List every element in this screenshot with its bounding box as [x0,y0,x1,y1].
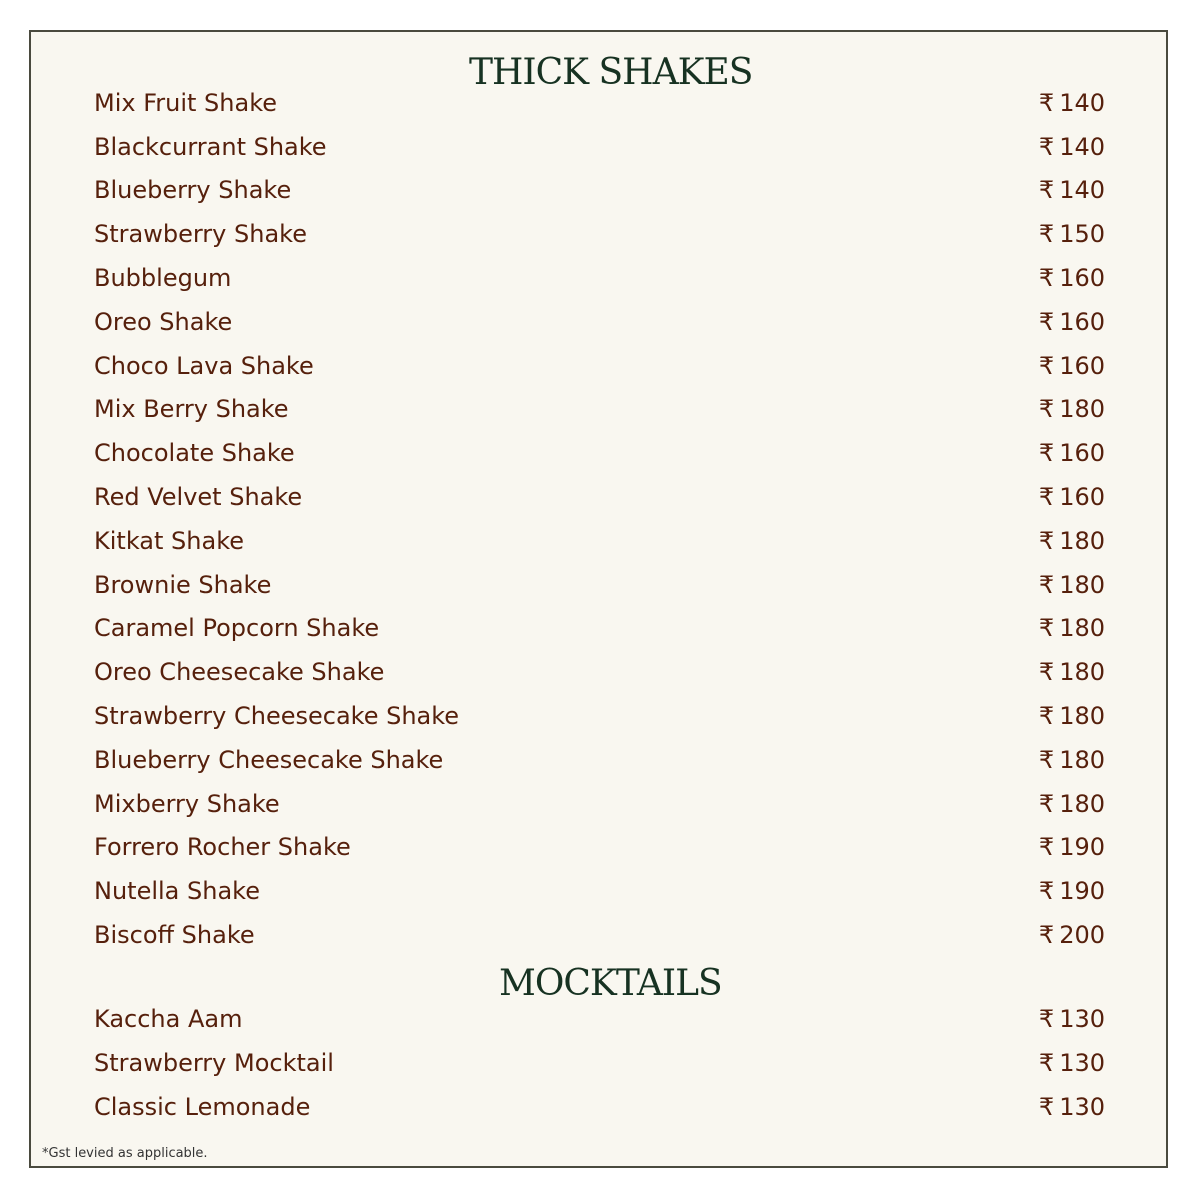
item-price [1039,395,1105,423]
price-value: 180 [1059,570,1105,599]
mocktails-list [94,997,1105,1129]
price-value: 140 [1059,88,1105,117]
item-price [1039,1049,1105,1077]
price-value: 160 [1059,483,1105,512]
item-price [1039,89,1105,117]
menu-item [94,212,1105,256]
item-price [1039,571,1105,599]
rupee-icon: ₹ [1038,921,1055,950]
rupee-icon: ₹ [1038,833,1055,862]
item-name: Biscoff Shake [94,921,255,950]
price-value: 140 [1059,176,1105,205]
rupee-icon: ₹ [1038,439,1055,468]
menu-item [94,782,1105,826]
menu-item [94,607,1105,651]
item-name: Classic Lemonade [94,1093,311,1121]
item-price [1039,833,1105,861]
rupee-icon: ₹ [1038,483,1055,512]
item-name: Oreo Cheesecake Shake [94,658,385,687]
section-title-mocktails: MOCKTAILS [499,963,722,1004]
price-value: 130 [1059,1093,1105,1121]
item-name: Nutella Shake [94,877,260,906]
item-name: Blueberry Cheesecake Shake [94,745,444,774]
menu-item [94,475,1105,519]
item-name: Mix Fruit Shake [94,88,278,117]
price-value: 160 [1059,439,1105,468]
price-value: 150 [1059,220,1105,249]
item-name: Blackcurrant Shake [94,132,327,161]
item-name: Blueberry Shake [94,176,292,205]
menu-item [94,694,1105,738]
menu-item [94,650,1105,694]
item-name: Mix Berry Shake [94,395,289,424]
menu-item [94,563,1105,607]
rupee-icon: ₹ [1038,570,1055,599]
menu-item [94,256,1105,300]
menu-item [94,519,1105,563]
menu-item [94,388,1105,432]
price-value: 180 [1059,526,1105,555]
menu-item [94,869,1105,913]
price-value: 180 [1059,745,1105,774]
item-price [1039,1093,1105,1121]
item-name: Forrero Rocher Shake [94,833,351,862]
menu-item [94,738,1105,782]
item-name: Strawberry Shake [94,220,307,249]
item-price [1039,790,1105,818]
item-name: Red Velvet Shake [94,483,303,512]
item-name: Strawberry Mocktail [94,1049,334,1077]
rupee-icon: ₹ [1038,702,1055,731]
item-price [1039,483,1105,511]
menu-item [94,913,1105,957]
item-price [1039,176,1105,204]
item-price [1039,439,1105,467]
price-value: 190 [1059,877,1105,906]
rupee-icon: ₹ [1038,88,1055,117]
rupee-icon: ₹ [1038,395,1055,424]
menu-item [94,125,1105,169]
item-price [1039,1005,1105,1033]
price-value: 140 [1059,132,1105,161]
item-price [1039,921,1105,949]
price-value: 130 [1059,1005,1105,1033]
menu-item [94,300,1105,344]
item-price [1039,220,1105,248]
item-name: Choco Lava Shake [94,351,314,380]
item-price [1039,746,1105,774]
menu-item [94,344,1105,388]
rupee-icon: ₹ [1038,307,1055,336]
item-price [1039,614,1105,642]
item-name: Kaccha Aam [94,1005,243,1033]
menu-item [94,1041,1105,1085]
rupee-icon: ₹ [1038,351,1055,380]
price-value: 200 [1059,921,1105,950]
price-value: 160 [1059,307,1105,336]
item-price [1039,658,1105,686]
thick-shakes-list [94,81,1105,957]
item-name: Chocolate Shake [94,439,295,468]
item-price [1039,133,1105,161]
menu-item [94,81,1105,125]
price-value: 130 [1059,1049,1105,1077]
price-value: 180 [1059,614,1105,643]
item-price [1039,527,1105,555]
menu-item [94,431,1105,475]
gst-footnote: *Gst levied as applicable. [42,1146,208,1161]
price-value: 180 [1059,702,1105,731]
item-name: Caramel Popcorn Shake [94,614,380,643]
rupee-icon: ₹ [1038,789,1055,818]
menu-item [94,826,1105,870]
price-value: 180 [1059,789,1105,818]
item-price [1039,352,1105,380]
item-price [1039,877,1105,905]
item-name: Brownie Shake [94,570,272,599]
rupee-icon: ₹ [1038,658,1055,687]
item-price [1039,702,1105,730]
price-value: 190 [1059,833,1105,862]
rupee-icon: ₹ [1038,220,1055,249]
rupee-icon: ₹ [1038,526,1055,555]
price-value: 160 [1059,351,1105,380]
price-value: 160 [1059,264,1105,293]
rupee-icon: ₹ [1038,614,1055,643]
item-name: Kitkat Shake [94,526,244,555]
rupee-icon: ₹ [1038,1005,1055,1033]
menu-item [94,169,1105,213]
item-name: Bubblegum [94,264,232,293]
section-title-thick-shakes: THICK SHAKES [469,52,753,93]
menu-item [94,997,1105,1041]
item-name: Strawberry Cheesecake Shake [94,702,460,731]
rupee-icon: ₹ [1038,877,1055,906]
rupee-icon: ₹ [1038,176,1055,205]
price-value: 180 [1059,658,1105,687]
item-name: Mixberry Shake [94,789,280,818]
item-price [1039,264,1105,292]
rupee-icon: ₹ [1038,264,1055,293]
rupee-icon: ₹ [1038,745,1055,774]
item-price [1039,308,1105,336]
item-name: Oreo Shake [94,307,233,336]
menu-item [94,1085,1105,1129]
rupee-icon: ₹ [1038,1049,1055,1077]
rupee-icon: ₹ [1038,1093,1055,1121]
rupee-icon: ₹ [1038,132,1055,161]
price-value: 180 [1059,395,1105,424]
